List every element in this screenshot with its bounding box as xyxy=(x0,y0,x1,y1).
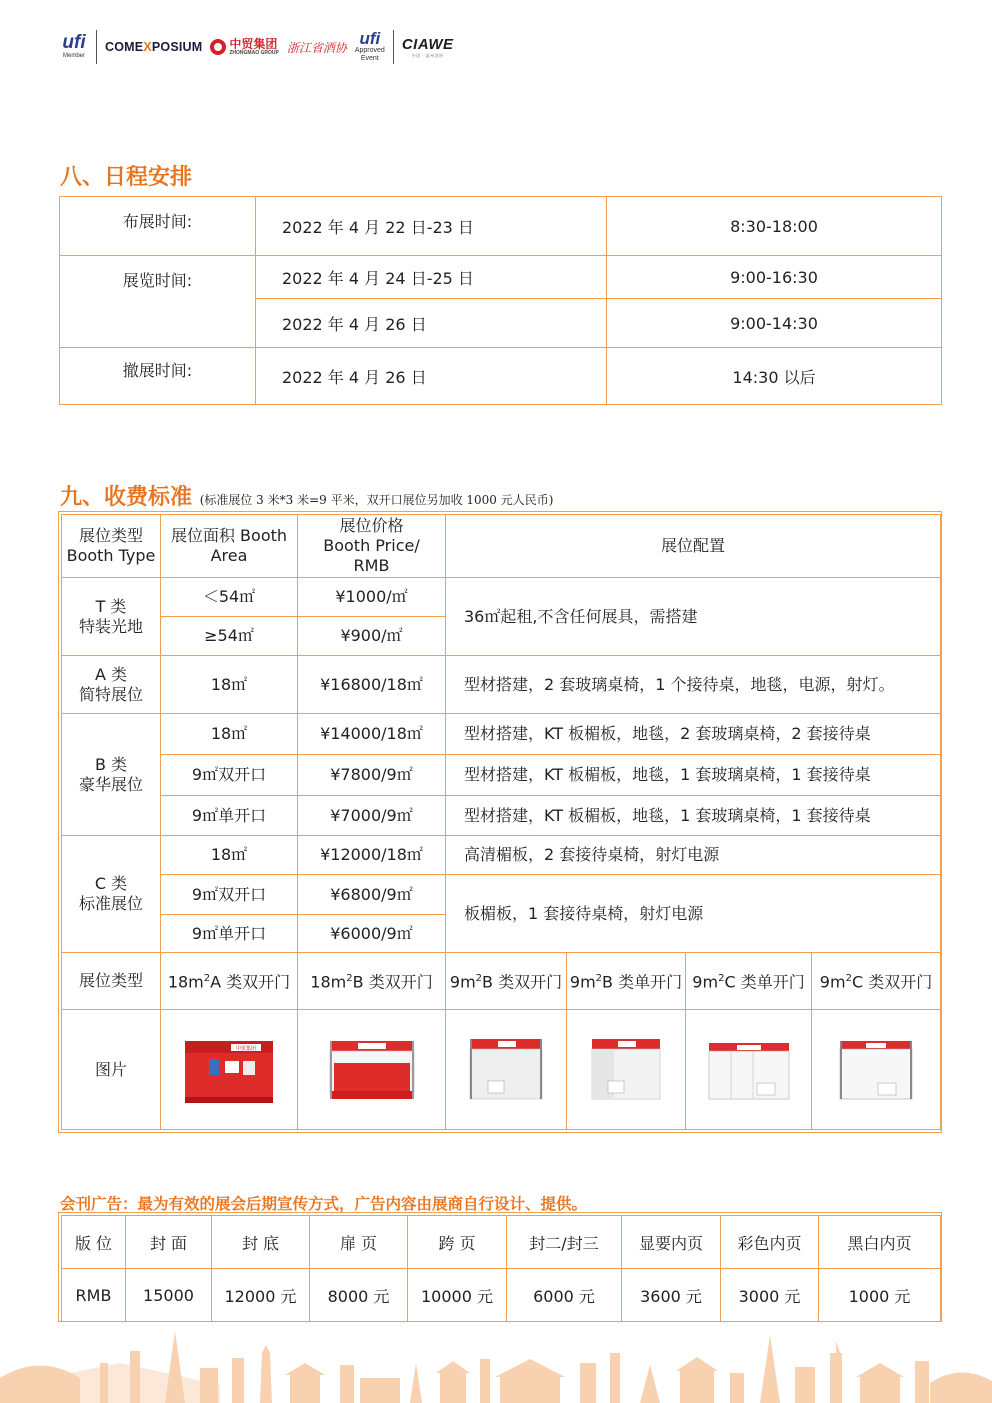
booth-area: 9㎡单开口 xyxy=(161,915,298,953)
logo-divider xyxy=(393,30,394,64)
ads-title: 会刊广告：最为有效的展会后期宣传方式，广告内容由展商自行设计、提供。 xyxy=(60,1195,588,1213)
booth-area: 18㎡ xyxy=(161,714,298,755)
ad-header: 封 面 xyxy=(126,1216,212,1269)
ad-price: 15000 xyxy=(126,1269,212,1322)
booth-config: 高清楣板，2 套接待桌椅，射灯电源 xyxy=(446,836,941,875)
booth-price: ¥7000/9㎡ xyxy=(298,796,446,836)
booth-type-a: A 类 简特展位 xyxy=(62,656,161,714)
fees-table xyxy=(61,514,941,1130)
booth-type-t: T 类 特装光地 xyxy=(62,578,161,656)
schedule-table xyxy=(59,196,942,405)
booth-area: ≥54㎡ xyxy=(161,617,298,656)
booth-c9-double-image xyxy=(828,1031,924,1109)
booth-config: 板楣板，1 套接待桌椅，射灯电源 xyxy=(446,875,941,953)
booth-price: ¥14000/18㎡ xyxy=(298,714,446,755)
booth-picture-b9-double xyxy=(446,1010,567,1130)
booth-price: ¥12000/18㎡ xyxy=(298,836,446,875)
booth-type-b: B 类 豪华展位 xyxy=(62,714,161,836)
table-row xyxy=(62,656,941,714)
ad-header: 跨 页 xyxy=(408,1216,507,1269)
zhongmao-mark-icon xyxy=(210,39,226,55)
booth-config: 型材搭建，2 套玻璃桌椅，1 个接待桌，地毯，电源，射灯。 xyxy=(446,656,941,714)
booth-config: 型材搭建，KT 板楣板，地毯，2 套玻璃桌椅，2 套接待桌 xyxy=(446,714,941,755)
ad-header: 封 底 xyxy=(212,1216,310,1269)
table-row xyxy=(60,197,942,256)
table-row xyxy=(62,875,941,915)
table-row xyxy=(62,1269,941,1322)
table-row xyxy=(62,1010,941,1130)
fees-note: (标准展位 3 米*3 米=9 平米，双开口展位另加收 1000 元人民币) xyxy=(199,493,554,507)
booth-picture-a xyxy=(161,1010,298,1130)
booth-type-name: $9m^2B$ 类单开门 xyxy=(567,953,686,1010)
wine-association-logo: 浙江省酒协 xyxy=(286,40,347,55)
booth-price: ¥6000/9㎡ xyxy=(298,915,446,953)
schedule-date: 2022 年 4 月 26 日 xyxy=(256,299,607,348)
table-row xyxy=(62,836,941,875)
ad-header: 彩色内页 xyxy=(721,1216,819,1269)
schedule-label: 布展时间: xyxy=(60,197,256,256)
ad-header: 显要内页 xyxy=(622,1216,721,1269)
schedule-heading: 八、日程安排 xyxy=(60,165,193,190)
ad-price: 3000 元 xyxy=(721,1269,819,1322)
booth-type-name: $9m^2B$ 类双开门 xyxy=(446,953,567,1010)
ad-price: 8000 元 xyxy=(310,1269,408,1322)
pic-label: 图片 xyxy=(62,1010,161,1130)
ads-table xyxy=(61,1215,941,1322)
header-booth-config: 展位配置 xyxy=(446,515,941,578)
types-label: 展位类型 xyxy=(62,953,161,1010)
table-row xyxy=(62,714,941,755)
table-row xyxy=(62,1216,941,1269)
booth-price: ¥1000/㎡ xyxy=(298,578,446,617)
booth-area: ＜54㎡ xyxy=(161,578,298,617)
table-row xyxy=(62,953,941,1010)
header-booth-price: 展位价格 Booth Price/ RMB xyxy=(298,515,446,578)
booth-price: ¥900/㎡ xyxy=(298,617,446,656)
schedule-time: 9:00-14:30 xyxy=(607,299,942,348)
ad-price: 1000 元 xyxy=(819,1269,941,1322)
table-row xyxy=(62,755,941,796)
booth-c9-single-image xyxy=(701,1031,797,1109)
booth-b18-image xyxy=(324,1031,420,1109)
booth-a-image xyxy=(181,1031,277,1109)
booth-price: ¥16800/18㎡ xyxy=(298,656,446,714)
booth-price: ¥6800/9㎡ xyxy=(298,875,446,915)
booth-picture-c9-double xyxy=(812,1010,941,1130)
table-row xyxy=(62,796,941,836)
ufi-member-logo: ufi Member xyxy=(62,32,86,59)
booth-b9-single-image xyxy=(578,1031,674,1109)
booth-area: 18㎡ xyxy=(161,836,298,875)
table-row xyxy=(62,578,941,617)
schedule-time: 8:30-18:00 xyxy=(607,197,942,256)
ad-price: RMB xyxy=(62,1269,126,1322)
ad-price: 12000 元 xyxy=(212,1269,310,1322)
booth-area: 9㎡双开口 xyxy=(161,875,298,915)
schedule-date: 2022 年 4 月 26 日 xyxy=(256,348,607,405)
zhongmao-logo: 中贸集团 ZHONGMAO GROUP xyxy=(210,39,278,56)
table-row xyxy=(62,515,941,578)
ad-header: 版 位 xyxy=(62,1216,126,1269)
city-skyline-decoration xyxy=(0,1323,992,1403)
schedule-label: 撤展时间: xyxy=(60,348,256,405)
ad-price: 6000 元 xyxy=(507,1269,622,1322)
ad-header: 黑白内页 xyxy=(819,1216,941,1269)
schedule-time: 14:30 以后 xyxy=(607,348,942,405)
table-row xyxy=(60,348,942,405)
logo-divider xyxy=(96,30,97,64)
header-booth-area: 展位面积 Booth Area xyxy=(161,515,298,578)
header-booth-type: 展位类型 Booth Type xyxy=(62,515,161,578)
svg-text:中贸集团: 中贸集团 xyxy=(235,1045,257,1052)
booth-picture-c9-single xyxy=(686,1010,812,1130)
booth-price: ¥7800/9㎡ xyxy=(298,755,446,796)
booth-picture-b9-single xyxy=(567,1010,686,1130)
schedule-date: 2022 年 4 月 24 日-25 日 xyxy=(256,256,607,299)
booth-type-name: $9m^2C$ 类单开门 xyxy=(686,953,812,1010)
ad-price: 3600 元 xyxy=(622,1269,721,1322)
booth-type-name: $9m^2C$ 类双开门 xyxy=(812,953,941,1010)
booth-type-name: $18m^2A$ 类双开门 xyxy=(161,953,298,1010)
booth-config: 型材搭建，KT 板楣板，地毯，1 套玻璃桌椅，1 套接待桌 xyxy=(446,755,941,796)
ad-price: 10000 元 xyxy=(408,1269,507,1322)
ad-header: 封二/封三 xyxy=(507,1216,622,1269)
booth-area: 9㎡双开口 xyxy=(161,755,298,796)
booth-picture-b18 xyxy=(298,1010,446,1130)
booth-area: 9㎡单开口 xyxy=(161,796,298,836)
booth-config: 36㎡起租,不含任何展具，需搭建 xyxy=(446,578,941,656)
schedule-date: 2022 年 4 月 22 日-23 日 xyxy=(256,197,607,256)
booth-area: 18㎡ xyxy=(161,656,298,714)
comexposium-logo: COME X POSIUM xyxy=(105,40,203,54)
booth-b9-double-image xyxy=(458,1031,554,1109)
booth-type-name: $18m^2B$ 类双开门 xyxy=(298,953,446,1010)
schedule-label: 展览时间: xyxy=(60,256,256,348)
fees-heading: 九、收费标准 (标准展位 3 米*3 米=9 平米，双开口展位另加收 1000 元人民币) xyxy=(60,485,554,510)
booth-type-c: C 类 标准展位 xyxy=(62,836,161,953)
booth-config: 型材搭建，KT 板楣板，地毯，1 套玻璃桌椅，1 套接待桌 xyxy=(446,796,941,836)
schedule-time: 9:00-16:30 xyxy=(607,256,942,299)
logo-bar xyxy=(60,26,453,68)
ad-header: 扉 页 xyxy=(310,1216,408,1269)
table-row xyxy=(60,256,942,299)
ciawe-logo: CIAWE 中国 · 温州酒展 xyxy=(401,35,454,58)
ufi-approved-event-logo: ufi Approved Event xyxy=(354,29,385,62)
